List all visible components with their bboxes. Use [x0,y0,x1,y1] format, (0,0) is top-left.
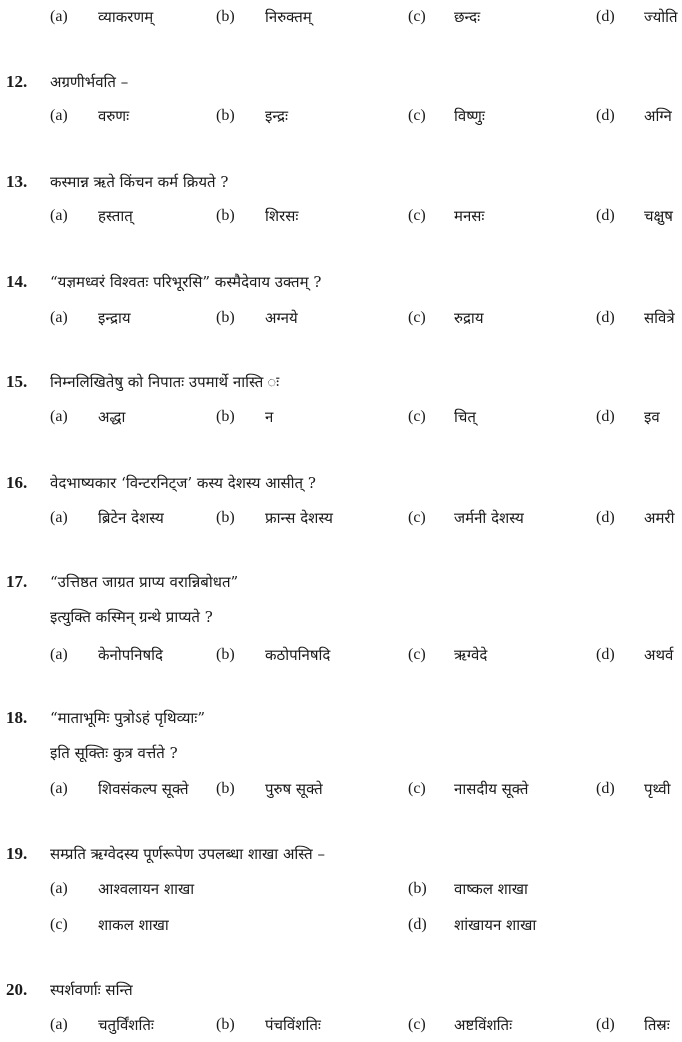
option-label-a: (a) [50,207,68,224]
option-a: केनोपनिषदि [98,646,163,664]
option-label-b: (b) [216,509,235,526]
option-label-d: (d) [596,646,615,663]
option-b: इन्द्रः [265,107,288,125]
question-number: 20. [6,980,28,999]
option-c: अष्टविंशतिः [454,1016,513,1034]
option-label-c: (c) [408,107,426,124]
option-a: हस्तात् [98,207,133,225]
question-text: सम्प्रति ऋग्वेदस्य पूर्णरूपेण उपलब्धा शाखा अस्ति – [50,845,325,863]
option-d: पृथ्वी [644,780,671,798]
option-label-b: (b) [216,1016,235,1033]
option-d: इव [644,408,660,426]
option-label-c: (c) [408,408,426,425]
option-c: ऋग्वेदे [454,646,488,664]
option-c: छन्दः [454,8,481,26]
question-text-line-2: इति सूक्तिः कुत्र वर्त्तते ? [50,744,178,762]
option-b: शिरसः [265,207,299,225]
option-d: अमरी [644,509,675,527]
option-d: अथर्व [644,646,674,664]
option-c: मनसः [454,207,485,225]
option-label-a: (a) [50,880,68,897]
option-b: पंचविंशतिः [265,1016,321,1034]
option-label-b: (b) [216,107,235,124]
option-c: नासदीय सूक्ते [454,780,529,798]
option-label-d: (d) [408,916,427,933]
option-label-b: (b) [216,408,235,425]
question-text: निम्नलिखितेषु को निपातः उपमार्थे नास्ति ः [50,373,280,391]
option-b: निरुक्तम् [265,8,312,26]
option-label-c: (c) [408,309,426,326]
option-b: कठोपनिषदि [265,646,331,664]
question-number: 14. [6,272,28,291]
option-label-b: (b) [216,8,235,25]
option-a: चतुर्विंशतिः [98,1016,154,1034]
option-b: वाष्कल शाखा [454,880,528,898]
option-label-c: (c) [50,916,68,933]
question-text: “यज्ञमध्वरं विश्वतः परिभूरसि” कस्मैदेवाय उक्तम् ? [50,273,322,291]
option-label-b: (b) [216,207,235,224]
option-a: आश्वलायन शाखा [98,880,195,898]
question-number: 15. [6,372,28,391]
option-label-a: (a) [50,309,68,326]
option-label-c: (c) [408,8,426,25]
option-d: तिस्रः [644,1016,670,1034]
question-text: स्पर्शवर्णाः सन्ति [50,981,133,999]
option-c: चित् [454,408,476,426]
option-d: ज्योति [644,8,678,26]
question-number: 13. [6,172,28,191]
option-label-d: (d) [596,1016,615,1033]
option-label-b: (b) [216,780,235,797]
option-c: विष्णुः [454,107,485,125]
option-label-d: (d) [596,780,615,797]
option-d: शांखायन शाखा [454,916,537,934]
option-label-d: (d) [596,207,615,224]
option-b: न [265,408,274,426]
option-d: सवित्रे [644,309,675,327]
question-text-line-2: इत्युक्ति कस्मिन् ग्रन्थे प्राप्यते ? [50,608,213,626]
option-d: चक्षुष [644,207,673,225]
option-a: शिवसंकल्प सूक्ते [98,780,189,798]
option-b: पुरुष सूक्ते [265,780,323,798]
option-label-a: (a) [50,408,68,425]
question-number: 18. [6,708,28,727]
option-b: अग्नये [265,309,298,327]
option-label-b: (b) [216,309,235,326]
option-label-b: (b) [408,880,427,897]
option-a: व्याकरणम् [98,8,154,26]
option-label-c: (c) [408,1016,426,1033]
option-label-a: (a) [50,646,68,663]
option-label-c: (c) [408,207,426,224]
option-label-b: (b) [216,646,235,663]
option-label-d: (d) [596,107,615,124]
option-label-a: (a) [50,8,68,25]
question-number: 17. [6,572,28,591]
option-label-c: (c) [408,646,426,663]
question-text-line-1: “माताभूमिः पुत्रोऽहं पृथिव्याः” [50,709,205,727]
option-label-d: (d) [596,8,615,25]
question-number: 12. [6,72,28,91]
option-c: रुद्राय [454,309,484,327]
option-label-a: (a) [50,509,68,526]
option-a: वरुणः [98,107,130,125]
question-number: 19. [6,844,28,863]
option-label-c: (c) [408,780,426,797]
option-label-c: (c) [408,509,426,526]
question-text: अग्रणीर्भवति – [50,73,129,91]
option-label-a: (a) [50,107,68,124]
option-a: इन्द्राय [98,309,131,327]
question-number: 16. [6,473,28,492]
option-c: शाकल शाखा [98,916,169,934]
option-label-a: (a) [50,1016,68,1033]
option-label-d: (d) [596,408,615,425]
option-d: अग्नि [644,107,672,125]
option-a: अद्धा [98,408,126,426]
option-b: फ्रान्स देशस्य [265,509,333,527]
question-text: कस्मान्न ऋते किंचन कर्म क्रियते ? [50,173,229,191]
option-label-d: (d) [596,309,615,326]
option-label-a: (a) [50,780,68,797]
question-text-line-1: “उत्तिष्ठत जाग्रत प्राप्य वरान्निबोधत” [50,573,239,591]
option-c: जर्मनी देशस्य [454,509,524,527]
option-label-d: (d) [596,509,615,526]
question-text: वेदभाष्यकार ‘विन्टरनिट्ज’ कस्य देशस्य आसीत् ? [50,474,316,492]
option-a: ब्रिटेन देशस्य [98,509,164,527]
